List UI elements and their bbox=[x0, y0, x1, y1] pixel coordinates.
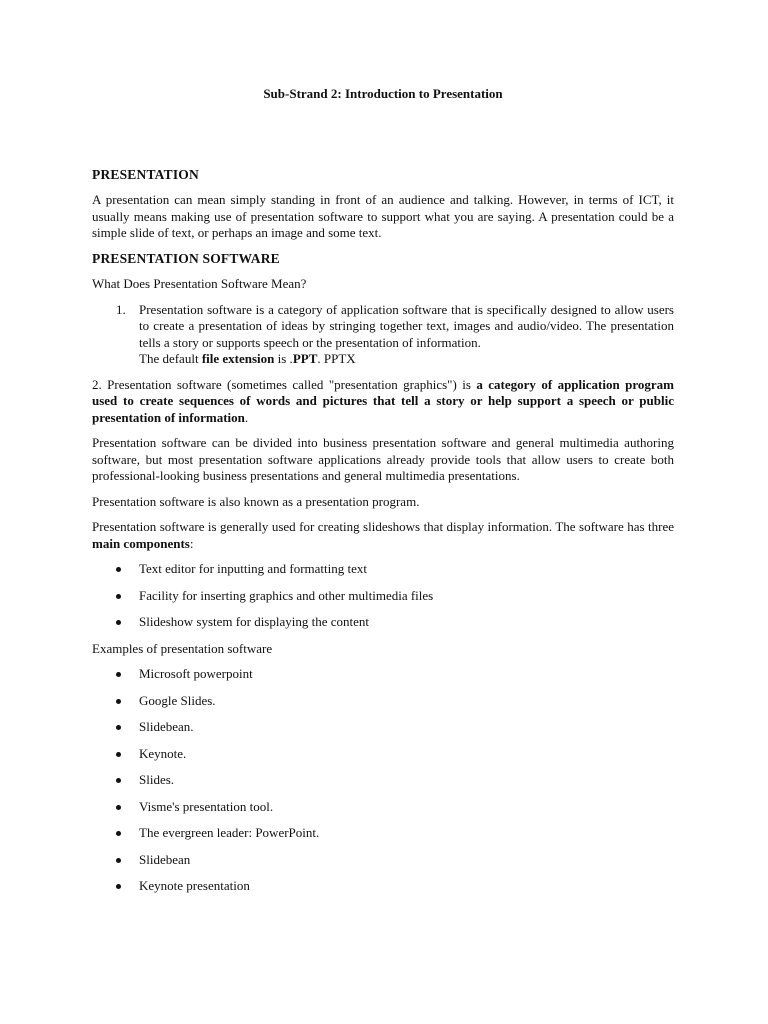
file-extension-ppt: PPT bbox=[292, 351, 318, 366]
list-item bbox=[92, 719, 674, 736]
examples-heading: Examples of presentation software bbox=[92, 640, 273, 656]
definition-item-2-bold: a category of application program used to create sequences of words and pictures that tell a story or help support a speech or public presentation of information bbox=[92, 376, 674, 425]
presentation-paragraph: A presentation can mean simply standing in front of an audience and talking. However, in terms of ICT, it usually means making use of presentation software to support what you are saying. A presentation could be a simple slide of text, or perhaps an image and some text. bbox=[92, 192, 674, 240]
list-item-text: Keynote presentation bbox=[139, 878, 250, 893]
divided-paragraph: Presentation software can be divided into business presentation software and general multimedia authoring software, but most presentation software applications already provide tools that allow users to create both professional-looking business presentations and general multimedia presentations. bbox=[92, 435, 674, 483]
bullet-icon bbox=[116, 567, 121, 572]
components-list bbox=[92, 561, 674, 631]
file-extension-suffix: . PPTX bbox=[317, 351, 356, 366]
list-item bbox=[92, 614, 674, 631]
bullet-icon bbox=[116, 752, 121, 757]
bullet-icon bbox=[116, 858, 121, 863]
list-item bbox=[92, 825, 674, 842]
bullet-icon bbox=[116, 620, 121, 625]
file-extension-middle: is . bbox=[274, 351, 293, 366]
list-item-text: Google Slides. bbox=[139, 692, 216, 708]
examples-list bbox=[92, 666, 674, 895]
list-item bbox=[92, 878, 674, 895]
document-page bbox=[92, 86, 674, 905]
document-title: Sub-Strand 2: Introduction to Presentation bbox=[263, 86, 503, 101]
bullet-icon bbox=[116, 831, 121, 836]
list-item-text: Text editor for inputting and formatting text bbox=[139, 561, 367, 576]
bullet-icon bbox=[116, 699, 121, 704]
list-item bbox=[92, 588, 674, 605]
list-item bbox=[92, 693, 674, 710]
list-item-text: The evergreen leader: PowerPoint. bbox=[139, 825, 320, 840]
list-item bbox=[92, 799, 674, 816]
components-paragraph bbox=[92, 519, 674, 552]
components-colon: : bbox=[189, 535, 194, 551]
bullet-icon bbox=[116, 805, 121, 810]
list-item bbox=[92, 772, 674, 789]
definition-item-number: 1. bbox=[116, 301, 126, 317]
bullet-icon bbox=[116, 725, 121, 730]
presentation-heading: PRESENTATION bbox=[92, 166, 199, 182]
list-item-text: Slides. bbox=[139, 772, 175, 787]
list-item-text: Visme's presentation tool. bbox=[139, 798, 274, 814]
list-item-text: Facility for inserting graphics and other multimedia files bbox=[139, 587, 434, 603]
bullet-icon bbox=[116, 884, 121, 889]
definition-item-1 bbox=[92, 302, 674, 368]
known-as-paragraph: Presentation software is also known as a presentation program. bbox=[92, 493, 420, 509]
list-item bbox=[92, 561, 674, 578]
file-extension-label: file extension bbox=[201, 351, 275, 366]
definition-item-2-lead: 2. Presentation software (sometimes called "presentation graphics") is bbox=[92, 376, 477, 392]
list-item-text: Keynote. bbox=[139, 745, 187, 761]
file-extension-prefix: The default bbox=[139, 351, 202, 366]
main-components-label: main components bbox=[92, 535, 190, 551]
list-item-text: Microsoft powerpoint bbox=[139, 666, 253, 681]
list-item bbox=[92, 852, 674, 869]
definition-item-2 bbox=[92, 377, 674, 427]
bullet-icon bbox=[116, 672, 121, 677]
definition-item-1-text: Presentation software is a category of application software that is specifically designed to allow users to create a presentation of ideas by stringing together text, images and audio/video. The presentation tells a story or supports speech or the presentation of information. bbox=[139, 301, 674, 350]
components-lead: Presentation software is generally used for creating slideshows that display information. The software has three bbox=[92, 519, 674, 534]
list-item bbox=[92, 666, 674, 683]
list-item-text: Slidebean bbox=[139, 851, 191, 867]
list-item-text: Slidebean. bbox=[139, 719, 194, 734]
bullet-icon bbox=[116, 778, 121, 783]
bullet-icon bbox=[116, 594, 121, 599]
presentation-software-heading: PRESENTATION SOFTWARE bbox=[92, 250, 280, 266]
definition-list bbox=[92, 302, 674, 368]
list-item-text: Slideshow system for displaying the content bbox=[139, 614, 370, 629]
definition-question: What Does Presentation Software Mean? bbox=[92, 276, 307, 291]
definition-item-2-end: . bbox=[244, 409, 249, 425]
list-item bbox=[92, 746, 674, 763]
